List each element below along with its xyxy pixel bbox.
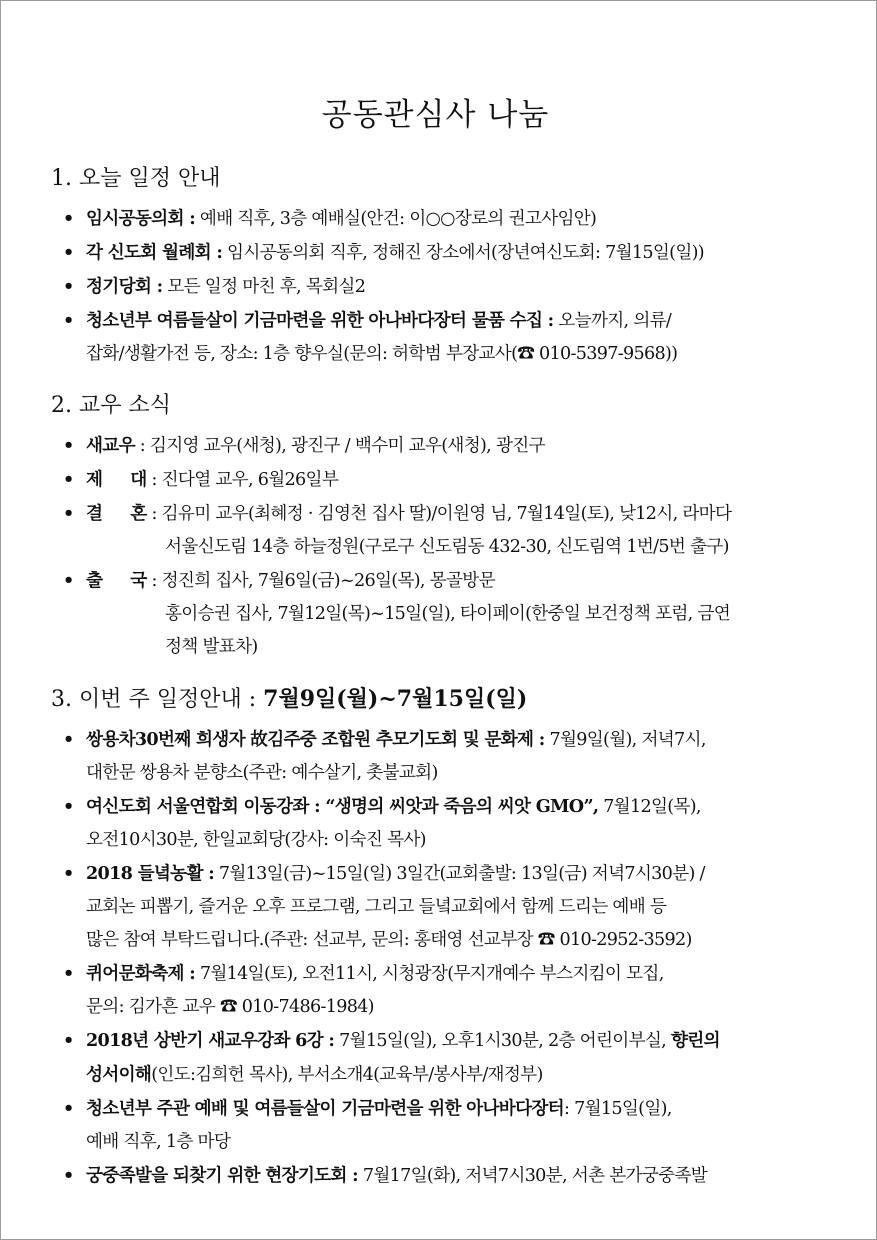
list-item: • 2018 들녘농활 : 7월13일(금)~15일(일) 3일간(교회출발: 13일(금) 저녁7시30분) / 교회논 피뽑기, 즐거운 오후 프로그램, 그리고 들녘교회에서 함께 드리는 예배 등 많은 참여 부탁드립니다.(주관: 선교부, 문의: 홍태영 선교부장 ☎ 010-2952-3592) (51, 857, 820, 957)
section-heading: 2. 교우 소식 (51, 393, 171, 418)
list-item: • 2018년 상반기 새교우강좌 6강 : 7월15일(일), 오후1시30분, 2층 어린이부실, 향린의 성서이해(인도:김희헌 목사), 부서소개4(교육부/봉사부/재정부) (51, 1024, 820, 1092)
list-item: • 퀴어문화축제 : 7월14일(토), 오전11시, 시청광장(무지개예수 부스지킴이 모집, 문의: 김가흔 교우 ☎ 010-7486-1984) (51, 957, 820, 1024)
list-item: • 각 신도회 월례회 : 임시공동의회 직후, 정해진 장소에서(장년여신도회: 7월15일(일)) (51, 236, 820, 270)
bullet-icon: • (63, 1098, 74, 1119)
bullet-icon: • (63, 796, 74, 817)
list-item: • 청소년부 주관 예배 및 여름들살이 기금마련을 위한 아나바다장터: 7월15일(일), 예배 직후, 1층 마당 (51, 1092, 820, 1159)
bullet-icon: • (63, 503, 74, 524)
item-list (51, 202, 820, 371)
bullet-icon: • (63, 276, 74, 297)
list-item: • 제 대 : 진다열 교우, 6월26일부 (51, 463, 820, 497)
bullet-icon: • (63, 1030, 74, 1051)
list-item: • 쌍용차30번째 희생자 故김주중 조합원 추모기도회 및 문화제 : 7월9일(월), 저녁7시, 대한문 쌍용차 분향소(주관: 예수살기, 촛불교회) (51, 723, 820, 790)
list-item: • 출 국 : 정진희 집사, 7월6일(금)~26일(목), 몽골방문 홍이승권 집사, 7월12일(목)~15일(일), 타이페이(한중일 보건정책 포럼, 금연 정책 발표차) (51, 564, 820, 664)
section-member-news (51, 391, 820, 664)
bullet-icon: • (63, 242, 74, 263)
bullet-icon: • (63, 963, 74, 984)
section-heading: 1. 오늘 일정 안내 (51, 166, 221, 191)
bullet-icon: • (63, 435, 74, 456)
list-item: • 여신도회 서울연합회 이동강좌 : “생명의 씨앗과 죽음의 씨앗 GMO”, 7월12일(목), 오전10시30분, 한일교회당(강사: 이숙진 목사) (51, 790, 820, 857)
list-item: • 새교우 : 김지영 교우(새청), 광진구 / 백수미 교우(새청), 광진구 (51, 429, 820, 463)
section-heading: 3. 이번 주 일정안내 : 7월9일(월)~7월15일(일) (51, 686, 528, 712)
list-item: • 청소년부 여름들살이 기금마련을 위한 아나바다장터 물품 수집 : 오늘까지, 의류/ 잡화/생활가전 등, 장소: 1층 향우실(문의: 허학범 부장교사(☎ 010-5397-9568)) (51, 304, 820, 371)
bullet-icon: • (63, 469, 74, 490)
bullet-icon: • (63, 1165, 74, 1186)
bullet-icon: • (63, 310, 74, 331)
list-item: • 궁중족발을 되찾기 위한 현장기도회 : 7월17일(화), 저녁7시30분, 서촌 본가궁중족발 (51, 1159, 820, 1193)
bullet-icon: • (63, 570, 74, 591)
item-list (51, 429, 820, 664)
section-schedule-today (51, 164, 820, 371)
section-weekly-schedule (51, 684, 820, 1193)
page-title: 공동관심사 나눔 (321, 97, 550, 133)
bullet-icon: • (63, 208, 74, 229)
list-item: • 정기당회 : 모든 일정 마친 후, 목회실2 (51, 270, 820, 304)
bullet-icon: • (63, 863, 74, 884)
bullet-icon: • (63, 729, 74, 750)
list-item: • 결 혼 : 김유미 교우(최혜정 · 김영천 집사 딸)/이원영 님, 7월14일(토), 낮12시, 라마다 서울신도림 14층 하늘정원(구로구 신도림동 432-30, 신도림역 1번/5번 출구) (51, 497, 820, 564)
item-list (51, 723, 820, 1193)
list-item: • 임시공동의회 : 예배 직후, 3층 예배실(안건: 이○○장로의 권고사임안) (51, 202, 820, 236)
